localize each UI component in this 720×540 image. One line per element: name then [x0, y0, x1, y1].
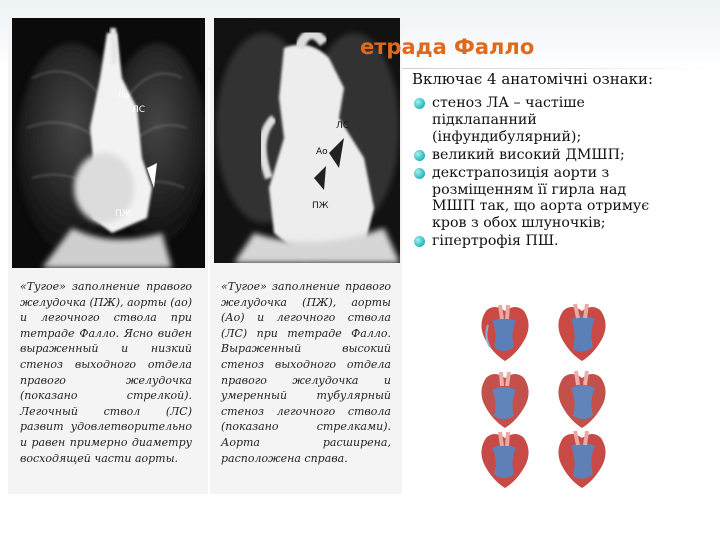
heart-diagram — [474, 303, 536, 363]
bullet-item — [413, 165, 713, 233]
bullet-icon — [414, 168, 425, 179]
bullet-line: гіпертрофія ПШ. — [432, 233, 559, 250]
bullet-item — [413, 95, 713, 146]
bullet-line: декстрапозиція аорти з — [432, 164, 610, 181]
heart-diagram — [551, 430, 613, 490]
caption-left: «Тугое» заполнение правого желудочка (ПЖ), аорты (ао) и легочного ствола при тетраде Фалло. Ясно виден выраженный и низкий стеноз выходного отдела правого желудочка (показано стрелкой). Легочный ствол (ЛС) развит удовлетворительно и равен примерно диаметру восходящей части аорты. — [20, 280, 192, 465]
bullet-item — [413, 233, 713, 250]
heart-diagram — [551, 303, 613, 363]
xray-image-left — [12, 18, 205, 268]
heart-diagram — [474, 370, 536, 430]
bullet-item — [413, 147, 713, 164]
label-ls: ЛС — [132, 105, 146, 115]
heart-diagram — [551, 370, 613, 430]
label-pzh-right: ПЖ — [312, 201, 329, 211]
caption-right: «Тугое» заполнение правого желудочка (ПЖ), аорты (Ао) и легочного ствола (ЛС) при тетраде Фалло. Выраженный высокий стеноз выходного отдела правого желудочка и умеренный тубулярный стеноз легочного ствола (показано стрелками). Аорта расширена, расположена справа. — [221, 280, 391, 465]
label-ls-right: ЛС — [336, 121, 350, 131]
label-ao: Ло — [117, 91, 130, 101]
heart-diagram — [474, 430, 536, 490]
slide-title: етрада Фалло — [360, 35, 535, 59]
intro-text: Включає 4 анатомічні ознаки: — [412, 70, 654, 88]
bullet-line: підклапанний — [432, 111, 537, 128]
bullet-icon — [414, 98, 425, 109]
bullet-line: (інфундибулярний); — [432, 128, 582, 145]
bullet-icon — [414, 236, 425, 247]
label-ao-right: Ао — [316, 147, 328, 157]
bullet-line: кров з обох шлуночків; — [432, 215, 606, 232]
bullet-line: розміщенням її гирла над — [432, 181, 627, 198]
label-pzh: ПЖ — [115, 209, 132, 219]
bullet-icon — [414, 150, 425, 161]
bullet-list — [413, 95, 713, 251]
bullet-line: великий високий ДМШП; — [432, 146, 625, 163]
bullet-line: стеноз ЛА – частіше — [432, 95, 585, 111]
bullet-line: МШП так, що аорта отримує — [432, 198, 650, 215]
